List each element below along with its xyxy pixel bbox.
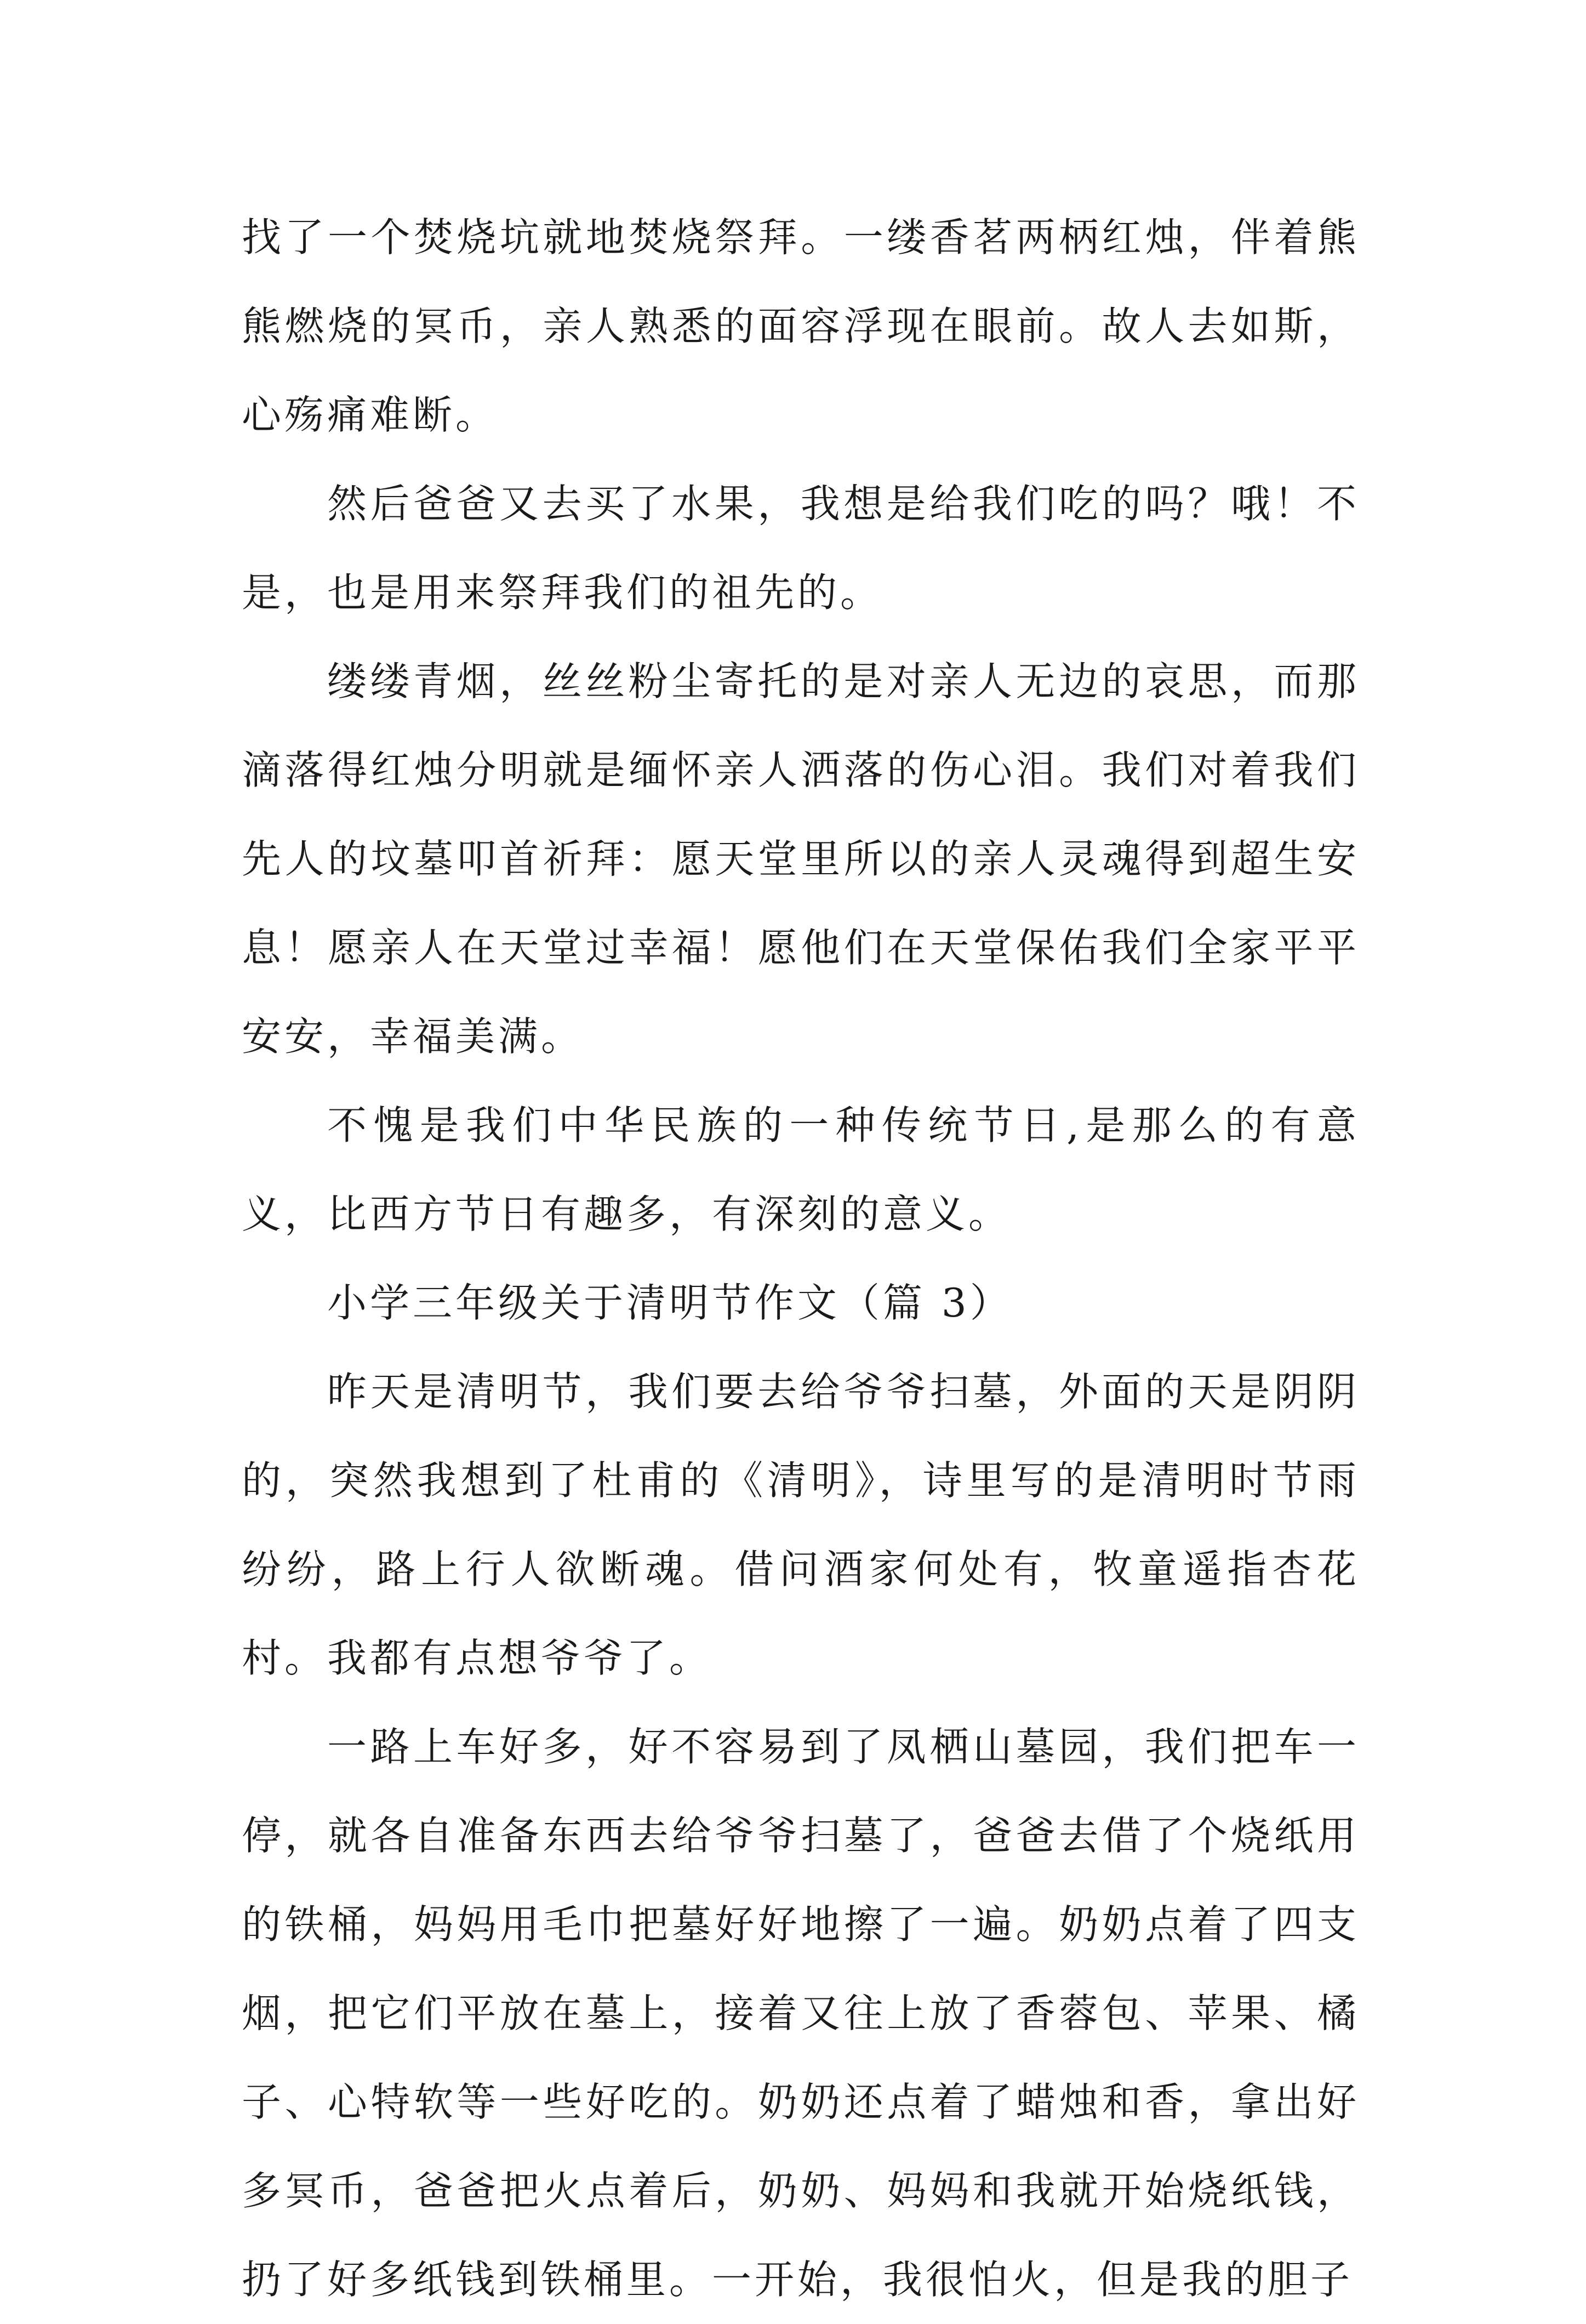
paragraph-tradition: 不愧是我们中华民族的一种传统节日,是那么的有意义，比西方节日有趣多，有深刻的意义。 — [242, 1102, 1360, 1237]
paragraph-qingming-day: 昨天是清明节，我们要去给爷爷扫墓，外面的天是阴阴的，突然我想到了杜甫的《清明》，诗里写的是清明时节雨纷纷，路上行人欲断魂。借问酒家何处有，牧童遥指杏花村。我都有点想爷爷了。 — [242, 1369, 1360, 1681]
paragraph-continuation: 找了一个焚烧坑就地焚烧祭拜。一缕香茗两柄红烛，伴着熊熊燃烧的冥币，亲人熟悉的面容浮现在眼前。故人去如斯，心殇痛难断。 — [242, 214, 1360, 438]
section-heading: 小学三年级关于清明节作文（篇 3） — [327, 1280, 1013, 1326]
essay-body — [242, 193, 1360, 2324]
paragraph-smoke: 缕缕青烟，丝丝粉尘寄托的是对亲人无边的哀思，而那滴落得红烛分明就是缅怀亲人洒落的伤心泪。我们对着我们先人的坟墓叩首祈拜：愿天堂里所以的亲人灵魂得到超生安息！愿亲人在天堂过幸福！愿他们在天堂保佑我们全家平平安安，幸福美满。 — [242, 658, 1360, 1060]
paragraph-cemetery: 一路上车好多，好不容易到了凤栖山墓园，我们把车一停，就各自准备东西去给爷爷扫墓了，爸爸去借了个烧纸用的铁桶，妈妈用毛巾把墓好好地擦了一遍。奶奶点着了四支烟，把它们平放在墓上，接着又往上放了香蓉包、苹果、橘子、心特软等一些好吃的。奶奶还点着了蜡烛和香，拿出好多冥币，爸爸把火点着后，奶奶、妈妈和我就开始烧纸钱，扔了好多纸钱到铁桶里。一开始，我很怕火，但是我的胆子 — [242, 1724, 1360, 2303]
paragraph-fruit: 然后爸爸又去买了水果，我想是给我们吃的吗？哦！不是，也是用来祭拜我们的祖先的。 — [242, 481, 1360, 616]
